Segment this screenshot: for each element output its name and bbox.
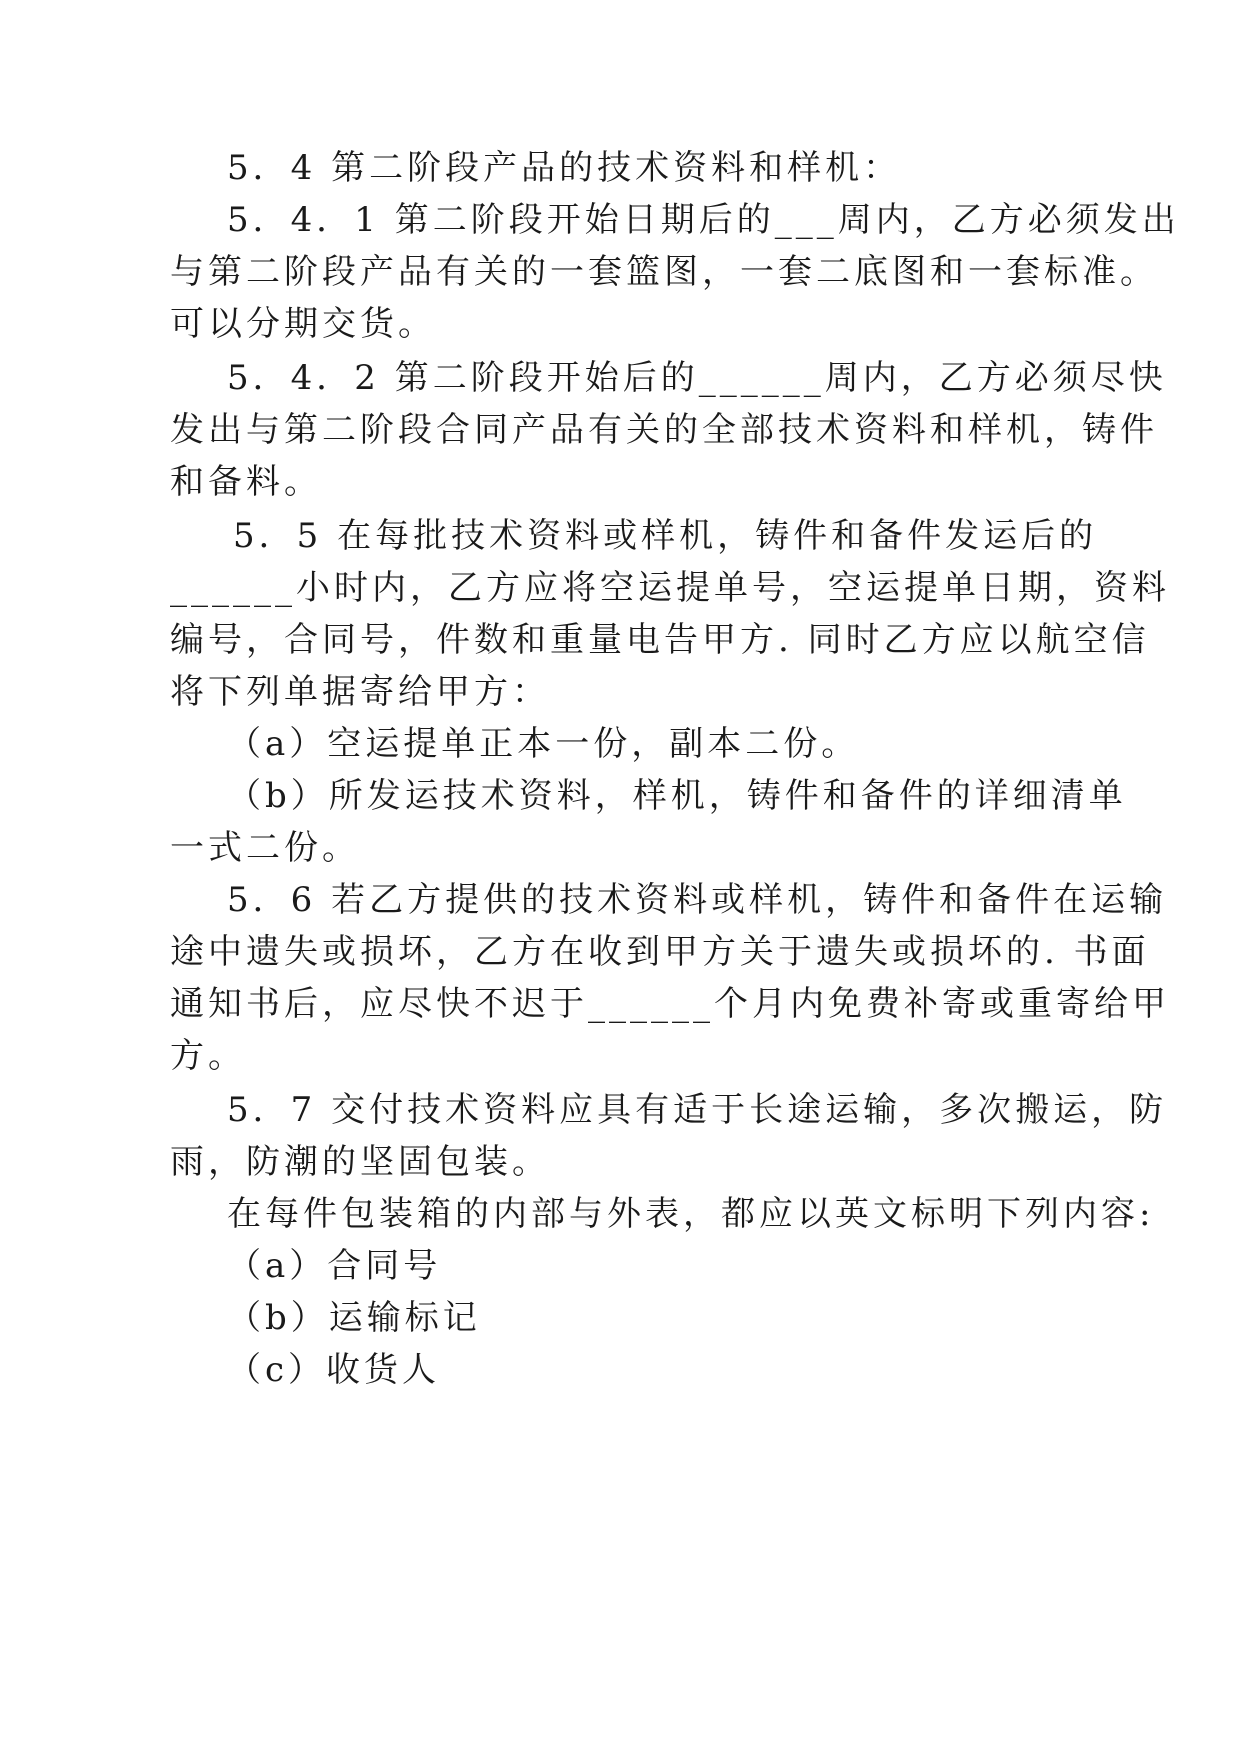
clause-5-5-item-b-line-1: （b）所发运技术资料，样机，铸件和备件的详细清单: [227, 776, 1127, 816]
clause-5-7-line-3: 在每件包装箱的内部与外表，都应以英文标明下列内容:: [227, 1194, 1155, 1234]
clause-5-5-line-4: 将下列单据寄给甲方：: [170, 672, 550, 712]
clause-5-5-item-b-line-2: 一式二份。: [170, 828, 360, 868]
clause-5-4-2-line-1: 5．4．2 第二阶段开始后的______周内，乙方必须尽快: [227, 358, 1167, 398]
section-5-4-heading: 5．4 第二阶段产品的技术资料和样机：: [227, 148, 902, 188]
clause-5-6-line-1: 5．6 若乙方提供的技术资料或样机，铸件和备件在运输: [227, 880, 1168, 920]
clause-5-4-1-line-2: 与第二阶段产品有关的一套篮图，一套二底图和一套标准。: [170, 252, 1158, 292]
clause-5-6-line-3: 通知书后，应尽快不迟于______个月内免费补寄或重寄给甲: [170, 984, 1170, 1024]
clause-5-6-line-4: 方。: [170, 1036, 246, 1076]
clause-5-5-line-1: 5．5 在每批技术资料或样机，铸件和备件发运后的: [233, 516, 1098, 556]
clause-5-4-1-line-1: 5．4．1 第二阶段开始日期后的___周内，乙方必须发出: [227, 200, 1180, 240]
clause-5-7-line-2: 雨，防潮的坚固包装。: [170, 1142, 550, 1182]
clause-5-7-item-c: （c）收货人: [227, 1350, 441, 1390]
clause-5-4-2-line-3: 和备料。: [170, 462, 322, 502]
clause-5-4-1-line-3: 可以分期交货。: [170, 304, 436, 344]
clause-5-7-item-a: （a）合同号: [227, 1246, 442, 1286]
clause-5-4-2-line-2: 发出与第二阶段合同产品有关的全部技术资料和样机，铸件: [170, 410, 1158, 450]
clause-5-5-line-2: ______小时内，乙方应将空运提单号，空运提单日期，资料: [170, 568, 1170, 608]
clause-5-5-item-a: （a）空运提单正本一份，副本二份。: [227, 724, 860, 764]
clause-5-7-item-b: （b）运输标记: [227, 1298, 481, 1338]
clause-5-6-line-2: 途中遗失或损坏，乙方在收到甲方关于遗失或损坏的. 书面: [170, 932, 1150, 972]
clause-5-5-line-3: 编号，合同号，件数和重量电告甲方. 同时乙方应以航空信: [170, 620, 1150, 660]
clause-5-7-line-1: 5．7 交付技术资料应具有适于长途运输，多次搬运，防: [227, 1090, 1168, 1130]
